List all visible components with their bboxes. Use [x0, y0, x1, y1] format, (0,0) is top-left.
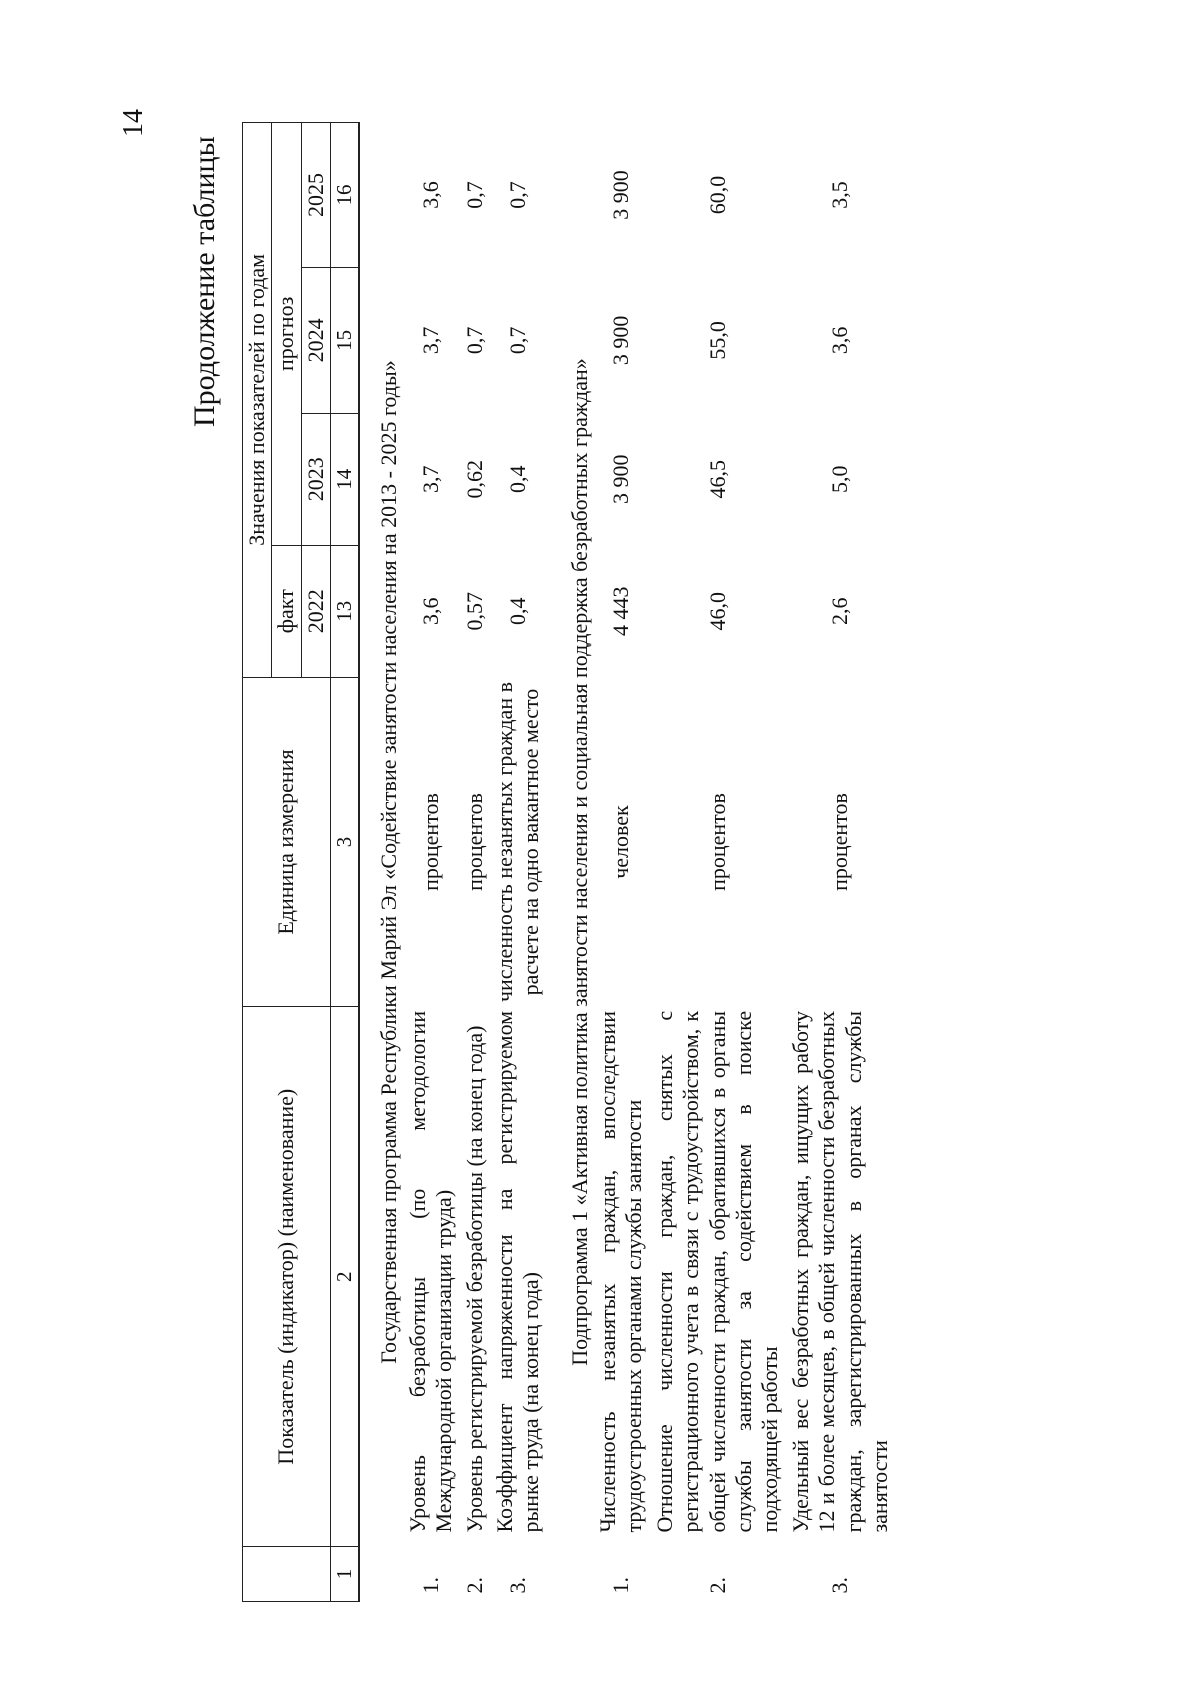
unit-cell: процентов	[461, 793, 487, 891]
header-year: 2025	[301, 123, 330, 268]
table-row	[460, 123, 490, 1602]
value-2023: 0,4	[505, 465, 531, 494]
value-2023: 3,7	[417, 465, 443, 494]
value-2022: 46,0	[704, 591, 730, 631]
table-row	[786, 123, 896, 1602]
value-2025: 3,6	[417, 181, 443, 209]
header-indicator: Показатель (индикатор) (наименование)	[243, 1007, 331, 1547]
value-2022: 0,57	[461, 591, 487, 631]
column-number: 2	[331, 1007, 360, 1547]
column-number: 13	[331, 545, 360, 677]
value-2022: 3,6	[417, 597, 443, 625]
value-2024: 55,0	[704, 321, 730, 360]
indicator-name: Коэффициент напряженности на регистрируемом рынке труда (на конец года)	[491, 1010, 544, 1533]
page-number: 14	[118, 109, 149, 137]
value-2025: 60,0	[704, 175, 730, 215]
unit-cell: человек	[608, 805, 634, 879]
header-forecast: прогноз	[272, 123, 301, 546]
row-number: 3.	[505, 1577, 531, 1594]
value-2024: 3,6	[827, 326, 853, 355]
unit-cell: процентов	[417, 793, 443, 891]
table-row	[490, 123, 547, 1602]
unit-cell: процентов	[704, 793, 730, 891]
value-2023: 5,0	[827, 465, 853, 494]
table-row	[593, 123, 650, 1602]
header-year: 2023	[301, 413, 330, 545]
indicator-name: Уровень безработицы (по методологии Международной организации труда)	[404, 1010, 457, 1533]
header-fact: факт	[272, 545, 301, 677]
value-2022: 0,4	[505, 597, 531, 625]
indicator-name: Удельный вес безработных граждан, ищущих работу 12 и более месяцев, в общей численности безработных граждан, зарегистрированных в органах службы занятости	[787, 1010, 892, 1533]
indicator-name: Уровень регистрируемой безработицы (на конец года)	[461, 1025, 487, 1533]
row-number: 3.	[827, 1577, 853, 1594]
section-title: Подпрограмма 1 «Активная политика занятости населения и социальная поддержка безработных граждан»	[566, 358, 592, 1366]
row-number: 2.	[704, 1577, 730, 1594]
header-values-by-year: Значения показателей по годам	[243, 123, 272, 678]
column-number: 15	[331, 267, 360, 413]
indicator-name: Отношение численности граждан, снятых с регистрационного учета в связи с трудоустройством, к общей численности граждан, обратившихся в органы службы занятости за содействием в поиске подходящей работы	[651, 1010, 783, 1533]
row-number: 1.	[608, 1577, 634, 1594]
header-number-cell	[243, 1547, 331, 1602]
value-2022: 2,6	[827, 597, 853, 625]
table-row	[650, 123, 786, 1602]
value-2024: 0,7	[505, 326, 531, 355]
table-header	[243, 123, 360, 1602]
continuation-label: Продолжение таблицы	[188, 136, 221, 427]
value-2023: 0,62	[461, 460, 487, 499]
column-number: 3	[331, 677, 360, 1007]
value-2025: 3 900	[608, 170, 634, 220]
value-2023: 3 900	[608, 454, 634, 505]
table-row	[403, 123, 460, 1602]
column-number: 1	[331, 1547, 360, 1602]
value-2023: 46,5	[704, 460, 730, 499]
value-2024: 0,7	[461, 326, 487, 355]
row-number: 1.	[417, 1577, 443, 1594]
value-2024: 3 900	[608, 315, 634, 366]
indicator-name: Численность незанятых граждан, впоследствии трудоустроенных органами службы занятости	[595, 1010, 647, 1533]
row-number: 2.	[461, 1577, 487, 1594]
unit-cell: процентов	[827, 793, 853, 891]
table-body	[359, 123, 895, 1602]
column-number: 16	[331, 123, 360, 268]
column-number: 14	[331, 413, 360, 545]
header-year: 2024	[301, 267, 330, 413]
unit-cell: численность незанятых граждан в расчете на одно вакантное место	[491, 682, 544, 1003]
indicators-table	[242, 122, 895, 1602]
section-title: Государственная программа Республики Марий Эл «Содействие занятости населения на 2013 - 2025 годы»	[376, 360, 402, 1364]
value-2022: 4 443	[608, 586, 634, 636]
header-year: 2022	[301, 545, 330, 677]
value-2025: 0,7	[461, 181, 487, 209]
value-2024: 3,7	[417, 326, 443, 355]
header-unit: Единица измерения	[243, 677, 331, 1007]
value-2025: 3,5	[827, 181, 853, 209]
value-2025: 0,7	[505, 181, 531, 209]
